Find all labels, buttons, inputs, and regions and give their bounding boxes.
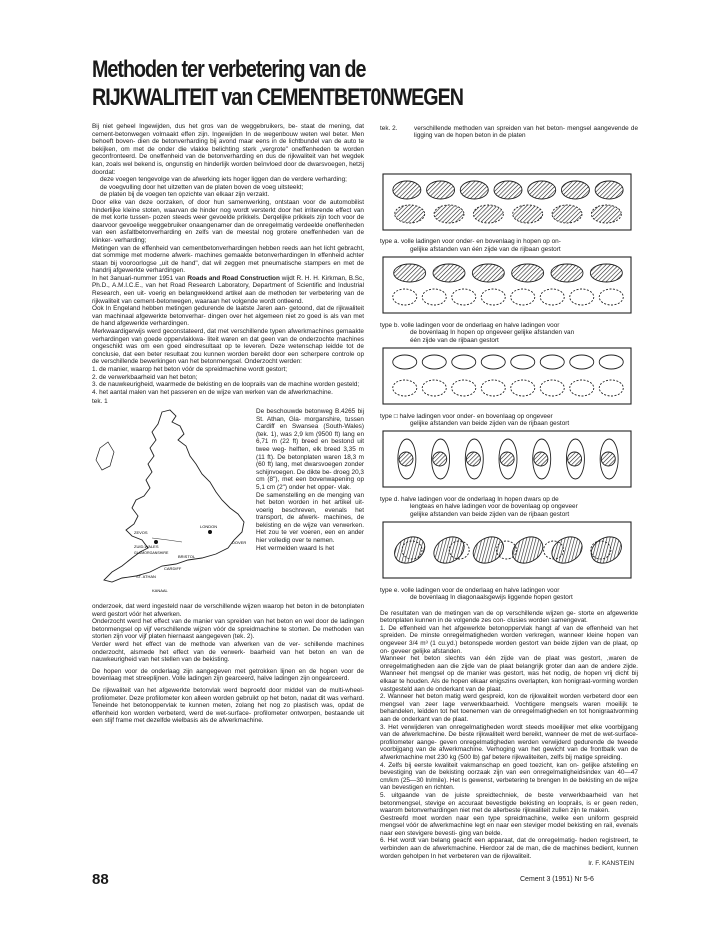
concrete-heap (570, 380, 594, 396)
paragraph: De rijkwaliteit van het afgewerkte betonvlak werd beproefd door middel van de multi-wheel-profilometer. Deze profilometer kon alleen worden gebruikt op het beton, nadat dit was verhard. Teneinde het betonoppervlak te kunnen meten, zolang het nog zo plastisch was, opdat de effenheid kon worden verbeterd, werd de wet-surface- profilometer ontworpen, bestaande uit een stijf frame met dezelfde wielbasis als de afwerkmachine. (92, 686, 364, 725)
concrete-heap (390, 532, 430, 569)
location-marker-icon (208, 530, 212, 534)
concrete-heap (599, 380, 623, 396)
right-column (380, 125, 638, 868)
concrete-heap (427, 181, 455, 199)
concrete-heap (511, 380, 535, 396)
paragraph: 5. uitgaande van de juiste spreidtechniek, de beste verwerkbaarheid van het betonmengsel, stevige en accuraat bevestigde bekisting en looprails, is er geen reden, waarom betonverhardingen niet met de allerbeste rijkwaliteit zullen zijn te maken. (380, 791, 638, 815)
paragraph: De resultaten van de metingen van de op verschillende wijzen ge- storte en afgewerkte betonplaten kunnen in de volgende zes con- clusies worden samengevat. (380, 609, 638, 625)
caption-type-d: type d. halve ladingen voor de onderlaag In hopen dwars op de lengteas en halve ladingen voor de bovenlaag op ongeveer gelijke afstanden van beide zijden van de rijbaan gestort (380, 496, 578, 518)
author: Ir. F. KANSTEIN (588, 860, 634, 868)
paragraph: 4. Zelfs bij eerste kwaliteit vakmanschap en goed toezicht, kan on- gelijke afstelling en bevestiging van de bekisting oorzaak zijn van een onregelmatigheidsindex van 40—47 cm/km (25—30 In/mile). Het Is gewenst, verbetering te brengen In de bekisting en de wijze van bevestigen en richten. (380, 761, 638, 792)
concrete-heap (568, 452, 582, 466)
concrete-heap (511, 355, 535, 369)
figure-2-caption: tek. 2. verschillende methoden van spreiden van het beton- mengsel aangevende de ligging van de hopen beton in de platen (380, 125, 638, 140)
concrete-heap (540, 355, 564, 369)
caption-type-c: type □ halve ladingen voor onder- en bovenlaag op ongeveer gelijke afstanden van beide zijden van de rijbaan gestort (380, 412, 570, 428)
concrete-heap (494, 181, 522, 199)
paragraph: Onderzocht werd het effect van de manier van spreiden van het beton en wel door de ladingen betonmengsel op vijf verschillende wijzen vóór de spreidmachine te storten. De methoden van storten zijn voor vijf platen hiernaast aangegeven (tek. 2). (92, 618, 364, 641)
concrete-heap (534, 452, 548, 466)
map-label: GLAMORGANSHIRE (134, 550, 169, 555)
paragraph: 6. Het wordt van belang geacht een apparaat, dat de onregelmatig- heden registreert, te verbinden aan de afwerkmachine. Hierdoor zal de man, die de machines bedient, kunnen worden geholpen In het verbeteren van de rijkwaliteit. (380, 837, 638, 860)
conclusions (380, 610, 638, 868)
concrete-heap (590, 264, 622, 282)
figure-label: tek. 1 (92, 398, 108, 406)
map-figure-block (92, 408, 364, 603)
article-title (92, 56, 551, 112)
concrete-heap (433, 264, 465, 282)
slab-outline (383, 348, 631, 404)
paragraph: Bij niet geheel Ingewijden, dus het gros van de weggebruikers, be- staat de mening, dat cement-betonwegen volmaakt effen zijn. Ingewijden In de wegenbouw weten wel beter. Men behoeft boven- dien de betonverharding bij avond maar eens in de lichtbundel van de auto te bekijken, om met de onder die vlakke belichting sterk „vergrote" oneffenheden te worden geconfronteerd. De oneffenheid van de betonverharding en dus de rijkwaliteit van het wegdek kan, zoals wel bekend is, ongunstig en hinderlijk worden beïnvloed door de dwarsvoegen, hetzij doordat: (92, 123, 364, 176)
map-side-text (252, 408, 364, 603)
paragraph: 1. De effenheid van het afgewerkte betonoppervlak hangt af van de effenheid van het spreiden. De minste onregelmatigheden worden verkregen, wanneer kleine hopen van ongeveer 3/4 m³ (1 cu.yd.) betonspede worden gestort van beide zijden van de plaat, op on- geveer gelijke afstanden. (380, 624, 638, 655)
concrete-heap (468, 532, 508, 569)
concrete-heap (433, 452, 447, 466)
concrete-heap (452, 289, 476, 305)
concrete-heap (500, 452, 514, 466)
concrete-heap (552, 205, 582, 223)
journal-name: Roads and Road Construction (187, 274, 280, 282)
concrete-heap (472, 264, 504, 282)
list-item: 2. de verwerkbaarheid van het beton; (92, 373, 198, 381)
diagram-type-a (382, 172, 632, 232)
paragraph: onderzoek, dat werd ingesteld naar de verschillende wijzen waarop het beton in de betonplaten werd gestort vóór het afwerken. (92, 602, 364, 618)
concrete-heap (466, 452, 480, 466)
list-item: de platen bij de voegen ten opzichte van elkaar zijn verzakt. (100, 191, 270, 199)
concrete-heap (422, 289, 446, 305)
map-label: ST. ATHAN (136, 573, 156, 579)
concrete-heap (422, 355, 446, 369)
paragraph: Het vermelden waard Is het (256, 544, 335, 552)
caption-type-e: type e. volle ladingen voor de onderlaag en halve ladingen voor de bovenlaag In diagonaalsgewijs liggende hopen gestort (380, 586, 573, 602)
concrete-heap (434, 205, 464, 223)
left-column (92, 123, 364, 913)
list-item: 3. de nauwkeurigheid, waarmede de bekisting en de looprails van de machine worden gesteld; (92, 381, 360, 389)
paragraph: Metingen van de effenheid van cementbetonverhardingen hebben reeds aan het licht gebracht, dat sommige met moderne afwerk- machines gemaakte betonverhardingen In effenheid achter staan bij vooroorlogse „uit de hand", dat wil zeggen met pneumatische stampers en met de handrij afgewerkte verhardingen. (92, 244, 364, 275)
title-line-1: Methoden ter verbetering van de (92, 56, 366, 83)
concrete-heap (452, 355, 476, 369)
map-label: KANAAL (152, 587, 168, 593)
list-item: de voegvulling door het uitzetten van de platen boven de voeg uitsteekt; (100, 183, 304, 191)
map-label: BRISTOL (178, 553, 196, 559)
concrete-heap (508, 532, 548, 569)
paragraph: Ook In Engeland hebben metingen gedurende de laatste Jaren aan- getoond, dat de rijkwaliteit van machinaal afgewerkte betonverhar- dingen over het algemeen niet zo goed is als van met de hand afgewerkte verhardingen. (92, 305, 364, 328)
concrete-heap (561, 181, 589, 199)
page-number: 88 (92, 871, 109, 888)
concrete-heap (481, 380, 505, 396)
concrete-heap (540, 380, 564, 396)
concrete-heap (512, 264, 544, 282)
list-item: deze voegen tengevolge van de afwerking iets hoger liggen dan de verdere verharding; (100, 176, 347, 184)
map-label: CARDIFF (164, 565, 182, 571)
diagram-type-b (382, 255, 632, 315)
concrete-heap (452, 380, 476, 396)
concrete-heap (547, 532, 587, 569)
concrete-heap (481, 355, 505, 369)
concrete-heap (460, 181, 488, 199)
concrete-heap (422, 380, 446, 396)
diagram-type-d (382, 429, 632, 489)
concrete-heap (570, 289, 594, 305)
list-item: 1. de manier, waarop het beton vóór de spreidmachine wordt gestort; (92, 366, 288, 373)
concrete-heap (399, 452, 413, 466)
concrete-heap (394, 264, 426, 282)
diagram-type-c (382, 346, 632, 406)
concrete-heap (511, 289, 535, 305)
concrete-heap (393, 355, 417, 369)
coast-ireland (96, 442, 114, 470)
paragraph: Wanneer het beton slechts van één zijde van de plaat was gestort, ,waren de onregelmatigheden aan die zijde van de plaat belangrijk groter dan aan de andere zijde. Wanneer het mengsel op de manier was gestort, was het nodig, de hopen vrij dicht bij elkaar te houden. Als de hopen elkaar enigszins overlapten, kon honigraat-vorming worden vastgesteld aan de onderkant van de plaat. (380, 655, 638, 693)
caption-type-b: type b. volle ladingen voor de onderlaag en halve ladingen voor de bovenlaag In hopen op ongeveer gelijke afstanden van één zijde van de rijbaan gestort (380, 321, 575, 344)
paragraph: Gestreefd moet worden naar een type spreidmachine, welke een uniform gespreid mengsel vóór de afwerkmachine legt en naar een steviger model bekisting en rail, evenals naar een stevigere bevesti- ging van belde. (380, 814, 638, 837)
slab-outline (383, 257, 631, 313)
concrete-heap (591, 205, 621, 223)
concrete-heap (551, 264, 583, 282)
concrete-heap (393, 289, 417, 305)
concrete-heap (599, 355, 623, 369)
journal-reference: Cement 3 (1951) Nr 5-6 (520, 876, 594, 883)
paragraph: Door elke van deze oorzaken, of door hun samenwerking, ontstaan voor de automobilist hinderlijke kleine stoten, waarvan de hinder nog wordt versterkt door het irriterende effect van de met korte tussen- pozen steeds weer gevoelde prikkels. Derqelijke prikkels zijn toch voor de daarvoor gevoelige weggebruiker onaangenamer dan de onregelmatig verdeelde oneffenheden van een asfaltbetonverharding en zelfs van de meestal nog grotere oneffenheden van de klinker- verharding; (92, 198, 364, 244)
concrete-heap (481, 289, 505, 305)
concrete-heap (595, 181, 623, 199)
map-label: ZEVOS (134, 529, 148, 535)
map-label: ZUID-WALES (134, 543, 159, 549)
diagram-type-e (382, 520, 632, 580)
concrete-heap (601, 452, 615, 466)
concrete-heap (395, 205, 425, 223)
paragraph: 2. Wanneer het beton matig werd gespreid, kon de rijkwaliteit worden verbeterd door een mengsel van zeer lage verwerkbaarheid. Vochtigere mengsels waren moeilijk te behandelen, leidden tot het toenemen van de onregelmatigheden en tot honigraatvorming aan de onderkant van de plaat. (380, 693, 638, 723)
paragraph: In het 3anuari-nummer 1951 van Roads and Road Construction wijdt R. H. H. Kirkman, B.Sc, Ph.D., A.M.I.C.E., van het Road Research Laboratory, Department of Scientific and Industrial Research, een uit- voerig en belangwekkend artikel aan de methoden ter verbetering van de rijkwaliteit van cement-betonwegen, waaraan het volgende wordt ontleend. (92, 274, 364, 305)
concrete-heap (540, 289, 564, 305)
paragraph: De samenstelling en de menging van het beton worden in het artikel uit- voerig beschreven, evenals het transport, de afwerk- machines, de bekisting en de wijze van verwerken. Het zou te ver voeren, een en ander hier volledig over te nemen. (256, 491, 364, 545)
map-label: LONDON (200, 523, 218, 529)
paragraph: 3. Het verwijderen van onregelmatigheden wordt steeds moeilijker met elke voorbijgang van de afwerkmachine. De beste rijkwaliteit werd bereikt, wanneer de met de wet-surface-profilometer aange- geven onregelmatigheden werden verwijderd gedurende de tweede voorbijgang van de afwerkmachine. Verhoging van het gewicht van de frontbalk van de afwerkmachine met 230 kg (500 lb) gaf betere rijkwaliteiten, zelfs bij matige spreiding. (380, 723, 638, 761)
list-item: 4. het aantal malen van het passeren en de wijze van werken van de afwerkmachine. (92, 388, 333, 396)
concrete-heap (393, 181, 421, 199)
title-line-2: RIJKWALITEIT van CEMENTBET0NWEGEN (92, 84, 463, 111)
concrete-heap (528, 181, 556, 199)
concrete-heap (586, 532, 626, 569)
paragraph: Verder werd het effect van de methode van afwerken van de ver- schillende machines onderzocht, alsmede het effect van de verwerk- baarheid van het beton en van de nauwkeurigheid van het stellen van de bekisting. (92, 640, 364, 664)
concrete-heap (570, 355, 594, 369)
caption-type-a: type a. volle ladingen voor onder- en bovenlaag in hopen op on- gelijke afstanden van één zijde van de rijbaan gestort (380, 238, 561, 253)
map-label: DOVER (232, 539, 247, 545)
map-of-england-figure (92, 408, 252, 603)
concrete-heap (473, 205, 503, 223)
paragraph: De hopen voor de onderlaag zijn aangegeven met getrokken lijnen en de hopen voor de bovenlaag met streeplijnen. Volle ladingen zijn gearceerd, halve ladingen zijn ongearceerd. (92, 667, 364, 683)
concrete-heap (513, 205, 543, 223)
britain-outline (104, 410, 247, 582)
concrete-heap (599, 289, 623, 305)
paragraph: De beschouwde betonweg B.4265 bij St. Athan, Gla- morganshire, tussen Cardiff en Swansea (South-Wales) (tek. 1), was 2,9 km (9500 ft) lang en 6,71 m (22 ft) breed en bestond uit twee weg- helften, elk breed 3,35 m (11 ft). De betonplaten waren 18,3 m (60 ft) lang, met dwarsvoegen zonder schijnvoegen. De dikte be- droeg 20,3 cm (8"), met een bovenwapening op 5,1 cm (2") onder het opper- vlak. (256, 407, 364, 491)
concrete-heap (393, 380, 417, 396)
paragraph: Merkwaardigerwijs werd geconstateerd, dat met verschillende typen afwerkmachines gemaakte verhardingen van goede oppervlakkwa- liteit waren en dat geen van de onderzochte machines ongeschikt was om een goed eindresultaat op te leveren. Deze wetenschap leidde tot de conclusie, dat een beter resultaat zou kunnen worden bereikt door een scherpere controle op de verschillende bewerkingen van het betonmengsel. Onderzocht werden: (92, 328, 364, 366)
